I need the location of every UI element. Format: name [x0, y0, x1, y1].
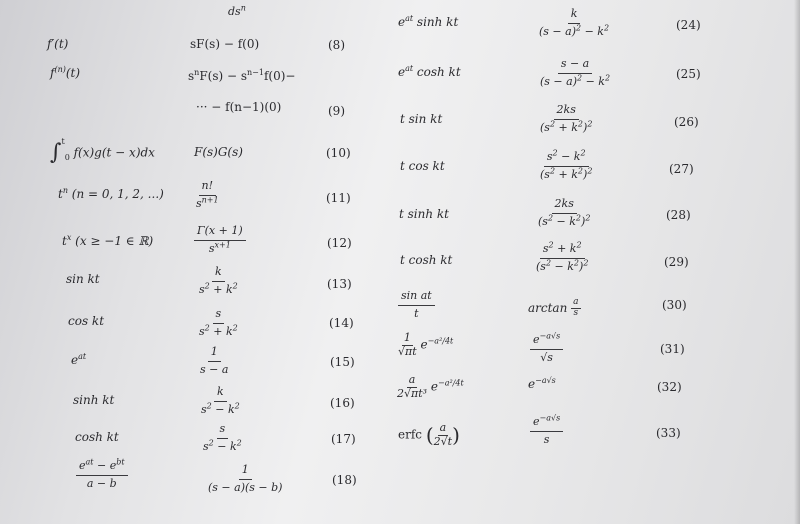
row13-function: sin kt	[66, 272, 100, 286]
row16-function: sinh kt	[73, 393, 115, 407]
row18-number: (18)	[332, 473, 357, 487]
row12-number: (12)	[327, 236, 352, 250]
row8-number: (8)	[328, 38, 345, 52]
row31-function: $\frac{1}{√\pi t}$ $e^{-a^2/4t}$	[398, 331, 454, 358]
row28-number: (28)	[666, 208, 691, 222]
row16-number: (16)	[330, 396, 355, 410]
row11-number: (11)	[326, 191, 351, 205]
row9-transform-b: ··· − f(n−1)(0)	[196, 100, 282, 114]
row33-number: (33)	[656, 426, 681, 440]
row26-number: (26)	[674, 115, 699, 129]
row25-transform: $\frac{s - a}{(s - a)^2 - k^2}$	[540, 57, 611, 88]
row32-transform: $e^{-a√s}$	[528, 376, 556, 391]
row15-number: (15)	[330, 355, 355, 369]
row12-function: $t^x$ (x ≥ −1 ∈ ℝ)	[62, 233, 154, 248]
row33-transform: $\frac{e^{-a√s}}{s}$	[530, 416, 563, 446]
row11-transform: $\frac{n!}{s^{n+1}}$	[196, 179, 219, 210]
row24-transform: $\frac{k}{(s - a)^2 - k^2}$	[539, 7, 610, 38]
row24-function: $e^{at}$ sinh kt	[398, 14, 459, 29]
row18-transform: $\frac{1}{(s - a)(s - b)}$	[208, 463, 283, 494]
row32-number: (32)	[657, 380, 682, 394]
row17-function: cosh kt	[75, 430, 119, 444]
row16-transform: $\frac{k}{s^2 - k^2}$	[201, 385, 240, 416]
row27-number: (27)	[669, 162, 694, 176]
row31-transform: $\frac{e^{-a√s}}{√s}$	[530, 334, 563, 364]
row28-function: t sinh kt	[399, 207, 449, 221]
row9-function: $f^{(n)}(t)$	[50, 65, 81, 80]
row14-function: cos kt	[68, 314, 105, 328]
row28-transform: $\frac{2ks}{(s^2 - k^2)^2}$	[538, 197, 591, 228]
top-ds-fragment: $ds^n$	[228, 3, 246, 18]
row17-transform: $\frac{s}{s^2 - k^2}$	[203, 422, 242, 453]
row25-function: $e^{at}$ cosh kt	[398, 64, 461, 79]
row9-transform-a: $s^nF(s) - s^{n-1}f(0)-$	[188, 68, 296, 83]
row32-function: $\frac{a}{\text{2√πt³}}$ $e^{-a^2/4t}$	[397, 373, 464, 400]
row29-function: t cosh kt	[400, 253, 453, 267]
row15-function: $e^{at}$	[71, 352, 87, 367]
row31-number: (31)	[660, 342, 685, 356]
row10-number: (10)	[326, 146, 351, 160]
row14-transform: $\frac{s}{s^2 + k^2}$	[199, 307, 238, 338]
row33-function: erfc ( $\frac{a}{2√t}$ )	[398, 421, 460, 448]
row13-transform: $\frac{k}{s^2 + k^2}$	[199, 265, 238, 296]
row14-number: (14)	[329, 316, 354, 330]
row13-number: (13)	[327, 277, 352, 291]
row26-function: t sin kt	[400, 112, 443, 126]
row10-transform: F(s)G(s)	[194, 145, 243, 159]
row29-transform: $\frac{s^2 + k^2}{(s^2 - k^2)^2}$	[536, 240, 589, 273]
row24-number: (24)	[676, 18, 701, 32]
row29-number: (29)	[664, 255, 689, 269]
row30-function: $\frac{\text{sin at}}{t}$	[398, 290, 435, 320]
row30-number: (30)	[662, 298, 687, 312]
row30-transform: arctan $\frac{a}{s}$	[528, 297, 579, 318]
row17-number: (17)	[331, 432, 356, 446]
row26-transform: $\frac{2ks}{(s^2 + k^2)^2}$	[540, 103, 593, 134]
row10-function: ∫$^t_0$ f(x)g(t − x)dx	[50, 137, 155, 165]
row27-transform: $\frac{s^2 - k^2}{(s^2 + k^2)^2}$	[540, 148, 593, 181]
row11-function: $t^n$ (n = 0, 1, 2, ...)	[58, 186, 164, 201]
row8-transform: sF(s) − f(0)	[190, 37, 260, 51]
row25-number: (25)	[676, 67, 701, 81]
row27-function: t cos kt	[400, 159, 445, 173]
screen-edge-shadow	[794, 0, 800, 524]
row12-transform: $\frac{\Gamma(x + 1)}{s^{x+1}}$	[194, 225, 246, 255]
row8-function: f′(t)	[47, 37, 69, 51]
row15-transform: $\frac{1}{s - a}$	[200, 345, 229, 376]
row18-function: $e^{at} - e^{bt}$ a − b	[76, 460, 128, 490]
row9-number: (9)	[328, 104, 345, 118]
